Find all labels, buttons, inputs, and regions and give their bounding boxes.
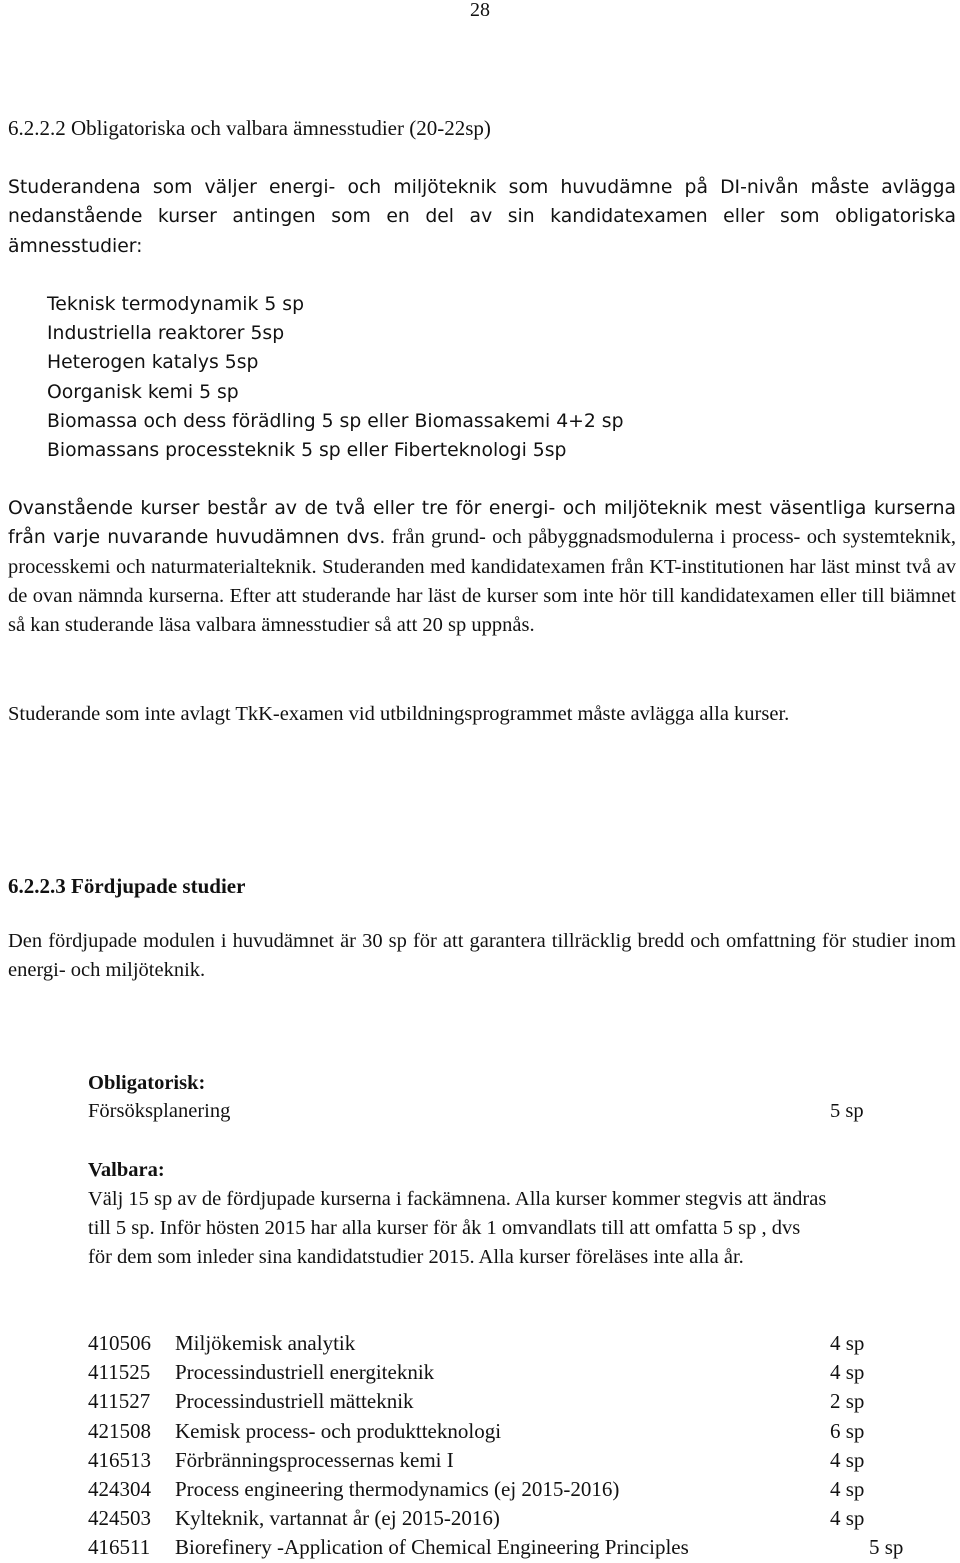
table-row (88, 1504, 908, 1533)
course-code: 424503 (88, 1506, 151, 1531)
obligatory-label: Obligatorisk: (88, 1072, 206, 1094)
description-paragraph (8, 494, 956, 640)
table-row (88, 1533, 908, 1562)
section-heading-advanced: 6.2.2.3 Fördjupade studier (8, 874, 246, 898)
course-code: 424304 (88, 1476, 151, 1501)
table-row (88, 1446, 908, 1475)
course-credits: 5 sp (830, 1100, 864, 1122)
description-part-2: från grund- och påbyggnadsmodulerna i process- och systemteknik, processkemi och naturmaterialteknik. Studeranden med kandidatexamen från KT-institutionen har läst minst två av de ovan nämnda kurserna. Efter att studerande har läst de kurser som inte hör till kandidatexamen eller till biämnet så kan studerande läsa valbara ämnesstudier så att 20 sp uppnås. (8, 526, 956, 637)
list-item: Industriella reaktorer 5sp (47, 323, 285, 345)
course-name: Miljökemisk analytik (175, 1331, 356, 1355)
list-item: Biomassans processteknik 5 sp eller Fiberteknologi 5sp (47, 440, 567, 462)
course-code: 410506 (88, 1331, 151, 1355)
page-number: 28 (470, 0, 490, 21)
list-item: Teknisk termodynamik 5 sp (47, 294, 304, 315)
course-name: Kemisk process- och produktteknologi (175, 1418, 502, 1443)
course-code: 416511 (88, 1535, 151, 1560)
course-credits: 5 sp (869, 1535, 904, 1560)
course-credits: 4 sp (830, 1331, 865, 1355)
course-code: 411527 (88, 1389, 151, 1414)
list-item: Oorganisk kemi 5 sp (47, 381, 239, 403)
course-name: Förbränningsprocessernas kemi I (175, 1447, 454, 1472)
note-paragraph: Studerande som inte avlagt TkK-examen vid utbildningsprogrammet måste avlägga alla kurser. (8, 703, 790, 725)
table-row (88, 1329, 908, 1358)
table-row (88, 1475, 908, 1504)
description-part-1: Ovanstående kurser består av de två eller tre för energi- och miljöteknik mest väsentliga kurserna från varje nuvarande huvudämnen dvs. (8, 498, 956, 549)
course-name: Biorefinery -Application of Chemical Engineering Principles (175, 1535, 689, 1560)
course-name: Process engineering thermodynamics (ej 2015-2016) (175, 1476, 620, 1501)
course-code: 411525 (88, 1360, 151, 1385)
section-heading: 6.2.2.2 Obligatoriska och valbara ämnesstudier (20-22sp) (8, 116, 491, 140)
course-table (88, 1329, 908, 1563)
optional-note: Välj 15 sp av de fördjupade kurserna i fackämnena. Alla kurser kommer stegvis att ändras till 5 sp. Inför hösten 2015 har alla kurser för åk 1 omvandlats till att omfatta 5 sp , dvs för dem som inleder sina kandidatstudier 2015. Alla kurser föreläses inte alla år. (88, 1188, 827, 1269)
course-credits: 4 sp (830, 1360, 865, 1385)
course-credits: 4 sp (830, 1447, 865, 1472)
list-item: Heterogen katalys 5sp (47, 352, 259, 374)
table-row (88, 1417, 908, 1446)
course-code: 421508 (88, 1418, 151, 1443)
course-name: Försöksplanering (88, 1100, 231, 1122)
list-item: Biomassa och dess förädling 5 sp eller Biomassakemi 4+2 sp (47, 410, 624, 432)
course-credits: 2 sp (830, 1389, 865, 1414)
course-credits: 4 sp (830, 1506, 865, 1531)
optional-label: Valbara: (88, 1159, 165, 1181)
intro-paragraph: Studerandena som väljer energi- och miljöteknik som huvudämne på DI-nivån måste avlägga nedanstående kurser antingen som en del av sin kandidatexamen eller som obligatoriska ämnesstudier: (8, 177, 956, 257)
course-name: Processindustriell energiteknik (175, 1360, 435, 1385)
course-name: Processindustriell mätteknik (175, 1389, 414, 1414)
course-credits: 4 sp (830, 1476, 865, 1501)
table-row (88, 1358, 908, 1387)
obligatory-course-row (88, 1098, 878, 1124)
course-code: 416513 (88, 1447, 151, 1472)
table-row (88, 1387, 908, 1416)
course-credits: 6 sp (830, 1418, 865, 1443)
course-name: Kylteknik, vartannat år (ej 2015-2016) (175, 1506, 500, 1531)
advanced-intro-paragraph: Den fördjupade modulen i huvudämnet är 30 sp för att garantera tillräcklig bredd och omfattning för studier inom energi- och miljöteknik. (8, 930, 956, 982)
required-course-list (47, 290, 624, 465)
